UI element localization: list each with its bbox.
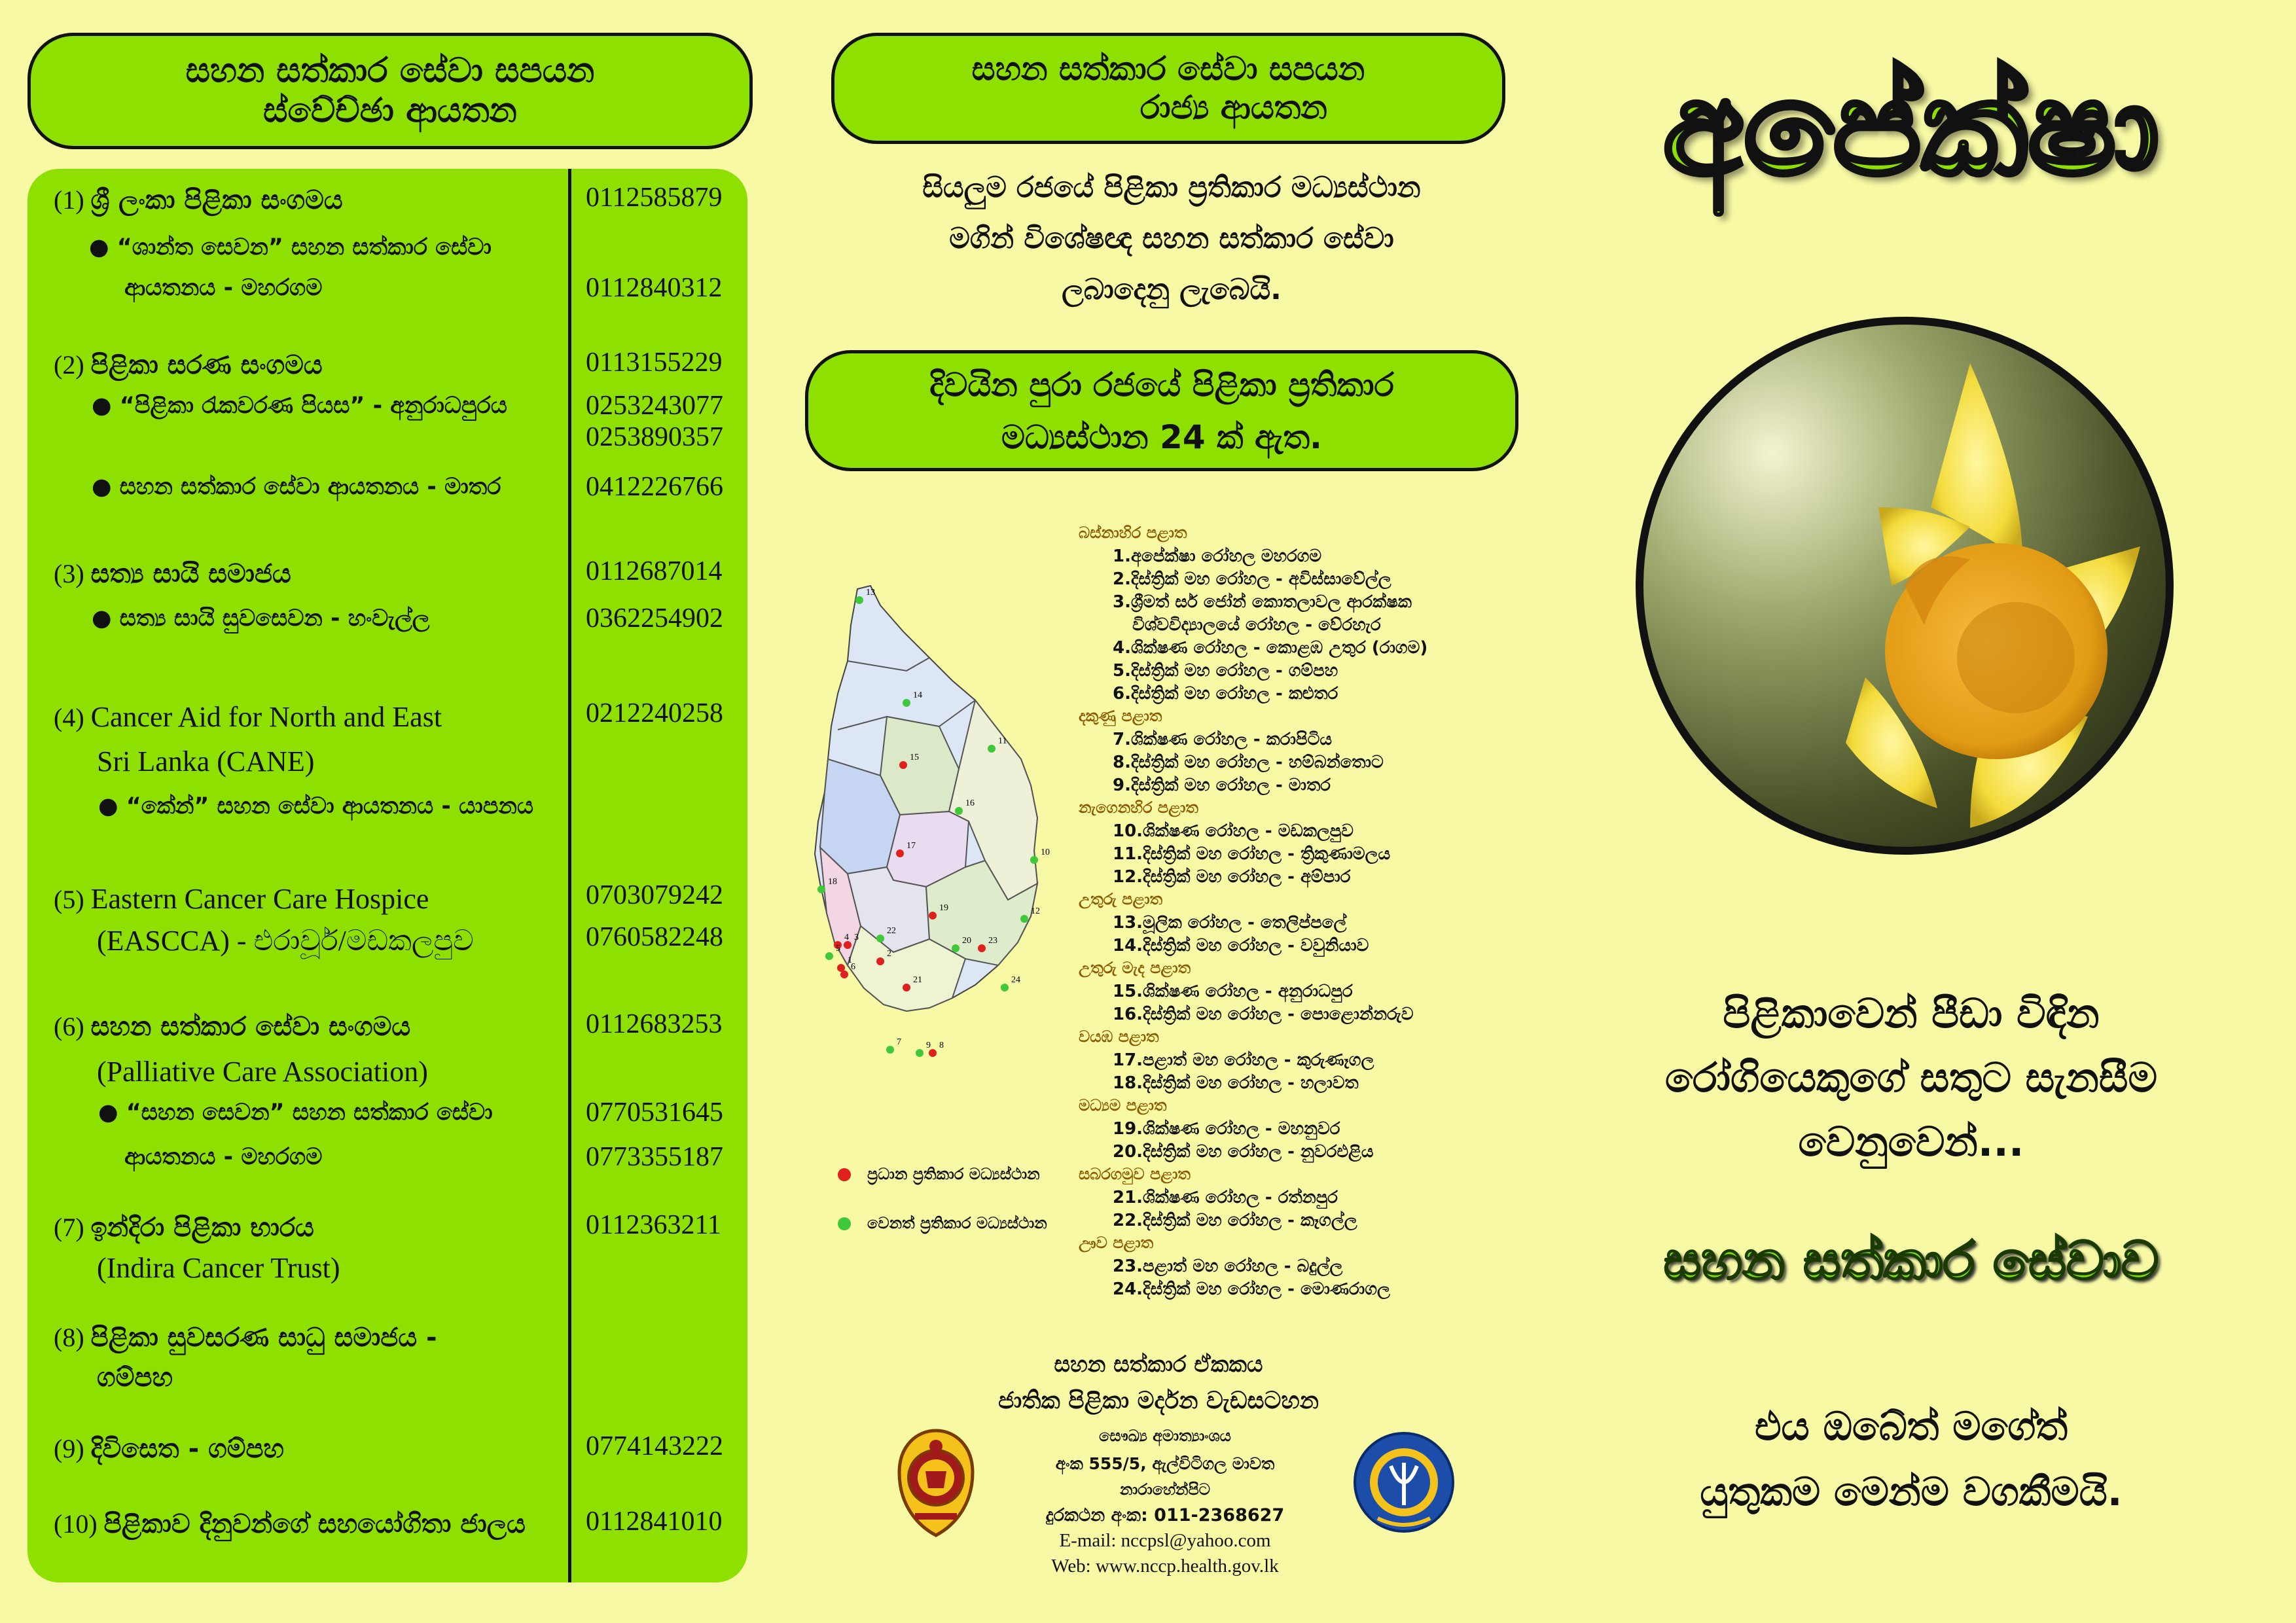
province-label: මධ්‍යම පළාත	[1079, 1096, 1167, 1115]
hospital-item: විශ්වවිද්‍යාලයේ රෝහල - වේරහැර	[1132, 615, 1381, 635]
phone-number: 0362254902	[586, 603, 723, 633]
hospital-item: 9.දිස්ත්‍රික් මහ රෝහල - මාතර	[1113, 776, 1331, 795]
bullet-icon: ●	[89, 234, 117, 260]
org-detail: (EASCCA) - එරාවූර්/මඩකලපුව	[97, 925, 474, 957]
province-label: නැගෙනහිර පළාත	[1079, 798, 1198, 817]
map-point-6	[840, 971, 848, 978]
organization-row	[124, 1144, 322, 1170]
service-title: සහන සත්කාර සේවාව	[1663, 1230, 2159, 1291]
middle-header	[831, 33, 1505, 144]
org-number: (6)	[54, 1012, 91, 1041]
hospital-item: 13.මූලික රෝහල - තෙලිප්පලේ	[1113, 913, 1347, 933]
org-detail: “ශාන්ත සෙවන” සහන සත්කාර සේවා	[117, 234, 492, 260]
phone-number: 0412226766	[586, 472, 723, 502]
organization-row	[89, 234, 492, 260]
middle-header-line2: රාජ්‍ය ආයතන	[1139, 88, 1327, 126]
map-label-9: 9	[926, 1041, 931, 1050]
map-label-16: 16	[965, 798, 975, 808]
tagline	[1590, 982, 2232, 1174]
org-number: (3)	[54, 559, 91, 588]
hospital-item: 20.දිස්ත්‍රික් මහ රෝහල - නුවරඑළිය	[1113, 1142, 1374, 1162]
org-name: ඉන්දිරා පිළිකා භාරය	[90, 1213, 314, 1243]
phone-number: 0112687014	[586, 556, 723, 586]
tagline-line-1: පිළිකාවෙන් පීඩා විඳින	[1723, 990, 2100, 1037]
hospital-item: 5.දිස්ත්‍රික් මහ රෝහල - ගම්පහ	[1113, 661, 1338, 681]
map-point-7	[886, 1046, 894, 1054]
organization-row	[92, 393, 507, 419]
org-number: (5)	[54, 885, 91, 914]
province-label: සබරගමුව පළාත	[1079, 1165, 1191, 1183]
map-label-3: 3	[854, 933, 859, 942]
province-label: ඌව පළාත	[1079, 1234, 1154, 1252]
province-label: දකුණු පළාත	[1079, 707, 1162, 725]
organization-row	[54, 1212, 314, 1243]
map-label-18: 18	[828, 877, 837, 887]
map-point-10	[1030, 856, 1038, 864]
hospital-item: 12.දිස්ත්‍රික් මහ රෝහල - අම්පාර	[1113, 867, 1351, 887]
map-label-14: 14	[913, 690, 922, 700]
phone-number: 0703079242	[586, 880, 723, 910]
phone-number: 0113155229	[586, 348, 723, 378]
organization-row	[97, 745, 314, 778]
map-label-1: 1	[848, 955, 852, 965]
sri-lanka-map	[789, 560, 1103, 1083]
map-point-13	[855, 596, 863, 604]
org-number: (8)	[54, 1323, 91, 1352]
daffodil-photo	[1630, 311, 2179, 861]
org-number: (10)	[54, 1509, 104, 1539]
hospital-item: 14.දිස්ත්‍රික් මහ රෝහල - වවුනියාව	[1113, 936, 1369, 955]
middle-header-line1: සහන සත්කාර සේවා සපයන	[971, 50, 1365, 88]
map-label-19: 19	[939, 903, 948, 913]
footer-ministry: සෞඛ්‍ය අමාත්‍යාංශය	[1099, 1427, 1231, 1445]
intro-text	[798, 162, 1545, 315]
org-name: දිවිසෙත - ගම්පහ	[90, 1434, 285, 1464]
org-number: (9)	[54, 1434, 91, 1463]
hospital-item: 2.දිස්ත්‍රික් මහ රෝහල - අවිස්සාවේල්ල	[1113, 569, 1391, 589]
map-label-24: 24	[1011, 975, 1020, 985]
map-label-4: 4	[844, 933, 849, 942]
org-number: (7)	[54, 1213, 91, 1242]
org-name: පිළිකාව දිනුවන්ගේ සහයෝගිතා ජාලය	[103, 1509, 526, 1539]
organization-row	[54, 349, 323, 380]
closing-line-1: එය ඔබේත් මගේත්	[1754, 1404, 2068, 1450]
org-detail: ආයතනය - මහරගම	[124, 275, 323, 301]
legend-other-dot	[838, 1217, 851, 1230]
org-detail: ගම්පහ	[97, 1363, 173, 1393]
bullet-icon: ●	[92, 474, 120, 500]
footer-unit: සහන සත්කාර ඒකකය	[1054, 1351, 1263, 1378]
hospital-item: 6.දිස්ත්‍රික් මහ රෝහල - කළුතර	[1113, 684, 1338, 704]
map-label-12: 12	[1031, 906, 1040, 916]
hospital-item: 21.ශික්ෂණ රෝහල - රත්නපුර	[1113, 1188, 1338, 1207]
phone-number: 0770531645	[586, 1097, 723, 1128]
organization-row	[54, 185, 343, 215]
org-name: ශ්‍රී ලංකා පිළිකා සංගමය	[90, 185, 343, 215]
organization-row	[54, 558, 291, 589]
left-header-line1: සහන සත්කාර සේවා සපයන	[185, 51, 595, 90]
phone-number: 0112841010	[586, 1507, 723, 1537]
org-name: Cancer Aid for North and East	[90, 701, 442, 733]
organization-row	[97, 1055, 428, 1088]
map-label-2: 2	[887, 949, 891, 959]
org-detail: Sri Lanka (CANE)	[97, 745, 315, 777]
hospital-item: 19.ශික්ෂණ රෝහල - මහනුවර	[1113, 1119, 1340, 1139]
map-point-9	[916, 1049, 924, 1057]
phone-number: 0112840312	[586, 273, 723, 303]
map-label-21: 21	[913, 975, 922, 985]
map-label-17: 17	[906, 841, 916, 851]
phone-number: 0253890357	[586, 422, 723, 452]
org-detail: සත්‍ය සායි සුවසෙවන - හංවැල්ල	[119, 605, 430, 632]
map-label-8: 8	[939, 1041, 944, 1050]
hospital-item: 11.දිස්ත්‍රික් මහ රෝහල - ත්‍රිකුණාමලය	[1113, 844, 1391, 864]
org-detail: “පිළිකා රැකවරණ පියස” - අනුරාධපුරය	[119, 393, 507, 419]
organization-row	[54, 1011, 410, 1042]
legend-other-label: වෙනත් ප්‍රතිකාර මධ්‍යස්ථාන	[867, 1214, 1047, 1232]
org-detail: (Palliative Care Association)	[97, 1056, 428, 1088]
tagline-line-3: වෙනුවෙන්...	[1798, 1118, 2024, 1166]
map-point-24	[1001, 984, 1009, 991]
footer-address1: අංක 555/5, ඇල්විටිගල මාවත	[1055, 1454, 1275, 1473]
government-emblem-icon	[895, 1427, 977, 1539]
org-detail: (Indira Cancer Trust)	[97, 1252, 340, 1284]
org-detail: “කේන්” සහන සේවා ආයතනය - යාපනය	[126, 793, 534, 819]
hospital-item: 1.අපේක්ෂා රෝහල මහරගම	[1113, 546, 1322, 566]
footer-programme: ජාතික පිළිකා මර්දන වැඩසටහන	[998, 1387, 1319, 1414]
closing-line-2: යුතුකම මෙන්ම වගකීමයි.	[1700, 1469, 2123, 1515]
hospital-item: 23.පළාත් මහ රෝහල - බදුල්ල	[1113, 1257, 1343, 1276]
map-point-17	[896, 849, 904, 857]
highlight-box	[805, 350, 1518, 471]
legend-main-dot	[838, 1168, 851, 1181]
organization-row	[54, 1433, 284, 1464]
tagline-line-2: රෝගියෙකුගේ සතුට සැනසීම	[1664, 1054, 2158, 1101]
map-point-2	[876, 957, 884, 965]
org-detail: “සහන සෙවන” සහන සත්කාර සේවා	[126, 1099, 493, 1126]
apeksha-title: අපේක්ෂා	[1662, 52, 2160, 205]
phone-number: 0253243077	[586, 391, 723, 421]
hospital-item: 18.දිස්ත්‍රික් මහ රෝහල - හලාවත	[1113, 1073, 1359, 1093]
intro-line-3: ලබාදෙනු ලැබෙයි.	[1062, 273, 1282, 306]
phone-number: 0112585879	[586, 183, 723, 213]
map-label-13: 13	[866, 588, 875, 597]
organization-row	[98, 1099, 493, 1126]
map-point-18	[817, 885, 825, 893]
org-name: පිළිකා සරණ සංගමය	[90, 350, 323, 380]
map-point-22	[876, 935, 884, 942]
nccp-logo-icon	[1352, 1427, 1456, 1538]
province-label: උතුරු පළාත	[1079, 890, 1163, 908]
org-number: (4)	[54, 703, 91, 732]
hospital-item: 22.දිස්ත්‍රික් මහ රෝහල - කෑගල්ල	[1113, 1211, 1357, 1230]
closing-text	[1590, 1394, 2232, 1525]
org-detail: ආයතනය - මහරගම	[124, 1144, 323, 1170]
bullet-icon: ●	[98, 1099, 126, 1126]
organization-row	[54, 882, 429, 916]
highlight-line2: මධ්‍යස්ථාන 24 ක් ඇත.	[1001, 418, 1323, 456]
hospital-item: 17.පළාත් මහ රෝහල - කුරුණෑගල	[1113, 1050, 1374, 1070]
organization-row	[97, 1251, 340, 1285]
org-number: (1)	[54, 185, 91, 215]
bullet-icon: ●	[92, 393, 120, 419]
org-name: සහන සත්කාර සේවා සංගමය	[90, 1012, 411, 1042]
hospital-item: 8.දිස්ත්‍රික් මහ රෝහල - හම්බන්තොට	[1113, 753, 1384, 772]
map-point-23	[978, 944, 986, 952]
intro-line-2: මගින් විශේෂඥ සහන සත්කාර සේවා	[949, 222, 1394, 255]
column-divider	[568, 169, 571, 1582]
map-point-11	[988, 745, 996, 753]
intro-line-1: සියලුම රජයේ පිළිකා ප්‍රතිකාර මධ්‍යස්ථාන	[922, 171, 1421, 204]
phone-number: 0212240258	[586, 698, 723, 728]
map-point-19	[929, 912, 937, 919]
org-name: පිළිකා සුවසරණ සාධු සමාජය -	[90, 1323, 437, 1353]
organization-row	[98, 793, 533, 819]
left-header	[27, 33, 753, 149]
organization-row	[54, 1322, 437, 1353]
province-label: උතුරු මැද පළාත	[1079, 959, 1191, 977]
map-point-12	[1020, 915, 1028, 923]
org-name: Eastern Cancer Care Hospice	[90, 883, 429, 915]
map-label-5: 5	[836, 944, 840, 954]
hospital-item: 16.දිස්ත්‍රික් මහ රෝහල - පොළොන්නරුව	[1113, 1005, 1414, 1024]
organization-row	[97, 1363, 173, 1393]
map-point-14	[903, 699, 910, 707]
organization-row	[54, 1508, 526, 1539]
map-label-15: 15	[910, 753, 919, 762]
map-label-23: 23	[988, 936, 997, 946]
phone-number: 0112363211	[586, 1210, 721, 1240]
footer-web: Web: www.nccp.health.gov.lk	[1051, 1556, 1279, 1577]
phone-number: 0112683253	[586, 1009, 723, 1039]
hospital-item: 10.ශික්ෂණ රෝහල - මඩකලපුව	[1113, 821, 1354, 841]
hospital-item: 7.ශික්ෂණ රෝහල - කරාපිටිය	[1113, 730, 1333, 749]
highlight-line1: දිවයින පුරා රජයේ පිළිකා ප්‍රතිකාර	[929, 365, 1394, 404]
hospital-item: 24.දිස්ත්‍රික් මහ රෝහල - මොණරාගල	[1113, 1279, 1390, 1299]
bullet-icon: ●	[98, 793, 126, 819]
org-detail: සහන සත්කාර සේවා ආයතනය - මාතර	[119, 474, 501, 500]
org-number: (2)	[54, 350, 91, 380]
organization-row	[92, 474, 501, 500]
hospital-item: 15.ශික්ෂණ රෝහල - අනුරාධපුර	[1113, 982, 1353, 1001]
map-point-20	[952, 944, 960, 952]
phone-number: 0774143222	[586, 1431, 723, 1461]
left-header-line2: ස්වේච්ඡා ආයතන	[263, 91, 517, 130]
map-label-10: 10	[1041, 847, 1050, 857]
organization-row	[54, 700, 442, 734]
organization-row	[97, 924, 474, 957]
hospital-item: 3.ශ්‍රීමත් සර් ජෝන් කොතලාවල ආරක්ෂක	[1113, 592, 1412, 612]
phone-number: 0760582248	[586, 922, 723, 952]
map-point-21	[903, 984, 910, 991]
hospital-item: 4.ශික්ෂණ රෝහල - කොළඹ උතුර (රාගම)	[1113, 638, 1428, 658]
map-label-22: 22	[887, 926, 896, 936]
map-label-7: 7	[897, 1037, 901, 1047]
footer-address2: නාරාහේන්පිට	[1120, 1480, 1210, 1499]
bullet-icon: ●	[92, 605, 120, 632]
org-name: සත්‍ය සායි සමාජය	[90, 559, 291, 589]
map-point-16	[955, 807, 963, 815]
map-point-15	[899, 761, 907, 769]
footer-email: E-mail: nccpsl@yahoo.com	[1059, 1530, 1271, 1551]
map-label-11: 11	[998, 736, 1007, 746]
footer-phone: දුරකථන අංක: 011-2368627	[1045, 1505, 1285, 1525]
organization-row	[92, 605, 430, 632]
map-label-6: 6	[851, 962, 855, 972]
phone-number: 0773355187	[586, 1142, 723, 1172]
legend-main-label: ප්‍රධාන ප්‍රතිකාර මධ්‍යස්ථාන	[867, 1165, 1040, 1183]
organization-row	[124, 275, 322, 301]
province-label: බස්නාහිර පළාත	[1079, 524, 1187, 542]
map-label-20: 20	[962, 936, 971, 946]
province-label: වයඹ පළාත	[1079, 1027, 1159, 1046]
map-point-5	[825, 952, 833, 960]
